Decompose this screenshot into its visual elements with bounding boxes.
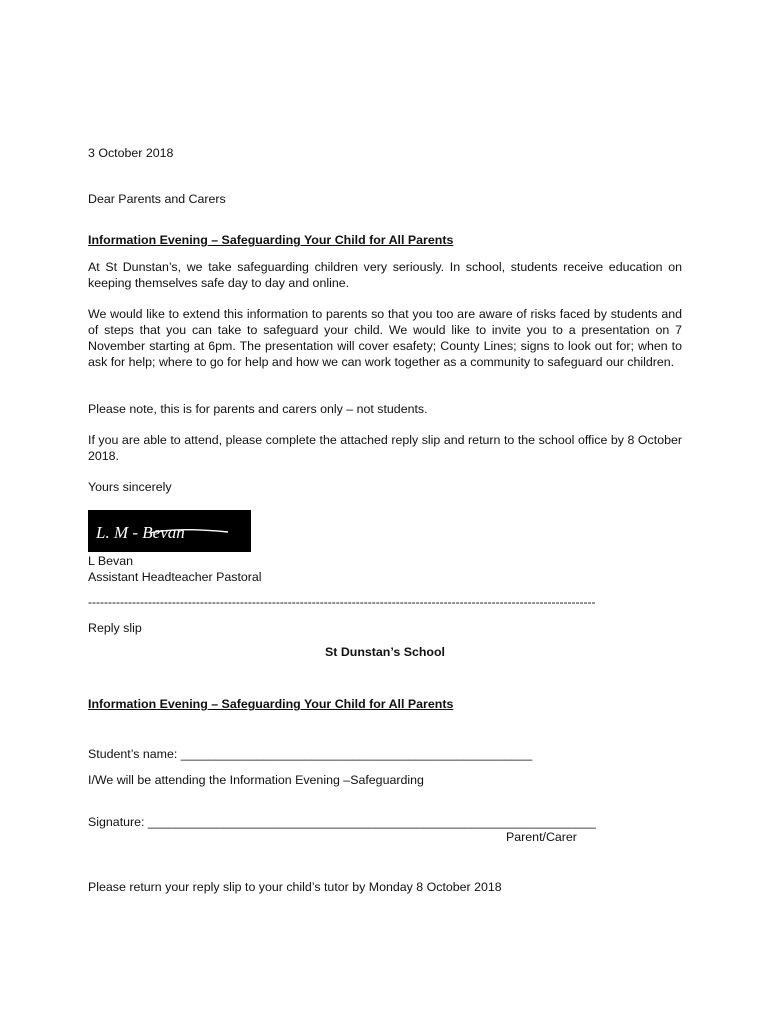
paragraph-note: Please note, this is for parents and carers only – not students.: [88, 402, 428, 416]
signatory-title: Assistant Headteacher Pastoral: [88, 570, 262, 584]
parent-carer-label: Parent/Carer: [506, 830, 577, 844]
signatory-name: L Bevan: [88, 554, 134, 568]
paragraph-invitation: We would like to extend this information to parents so that you too are aware of risks faced by students and of steps that you can take to safeguard your child. We would like to invite you to a presentation on 7 November starting at 6pm. The presentation will cover esafety; County Lines; signs to look out for; when to ask for help; where to go for help and how we can work together as a community to safeguard our children.: [88, 307, 682, 369]
paragraph-reply-instruction: If you are able to attend, please complete the attached reply slip and return to the school office by 8 October 2018.: [88, 433, 682, 463]
attending-statement: I/We will be attending the Information Evening –Safeguarding: [88, 773, 424, 787]
signature-text: L. M - Bevan: [96, 523, 185, 542]
closing: Yours sincerely: [88, 480, 172, 494]
letter-date: 3 October 2018: [88, 146, 174, 160]
salutation: Dear Parents and Carers: [88, 192, 226, 206]
paragraph-intro: At St Dunstan’s, we take safeguarding children very seriously. In school, students receive education on keeping themselves safe day to day and online.: [88, 260, 682, 290]
student-name-field: Student’s name: ___________________________________________________: [88, 747, 533, 761]
signature-field: Signature: _________________________________________________________________: [88, 815, 596, 829]
signature-image: [88, 510, 251, 552]
cut-line-divider: -------------------------------------------------------------------------------------------------------------------------------: [88, 595, 596, 609]
return-note: Please return your reply slip to your child’s tutor by Monday 8 October 2018: [88, 880, 502, 894]
reply-slip-label: Reply slip: [88, 621, 142, 635]
reply-slip-heading: Information Evening – Safeguarding Your Child for All Parents: [88, 697, 454, 711]
school-name: St Dunstan’s School: [324, 645, 446, 659]
letter-heading: Information Evening – Safeguarding Your Child for All Parents: [88, 233, 454, 247]
